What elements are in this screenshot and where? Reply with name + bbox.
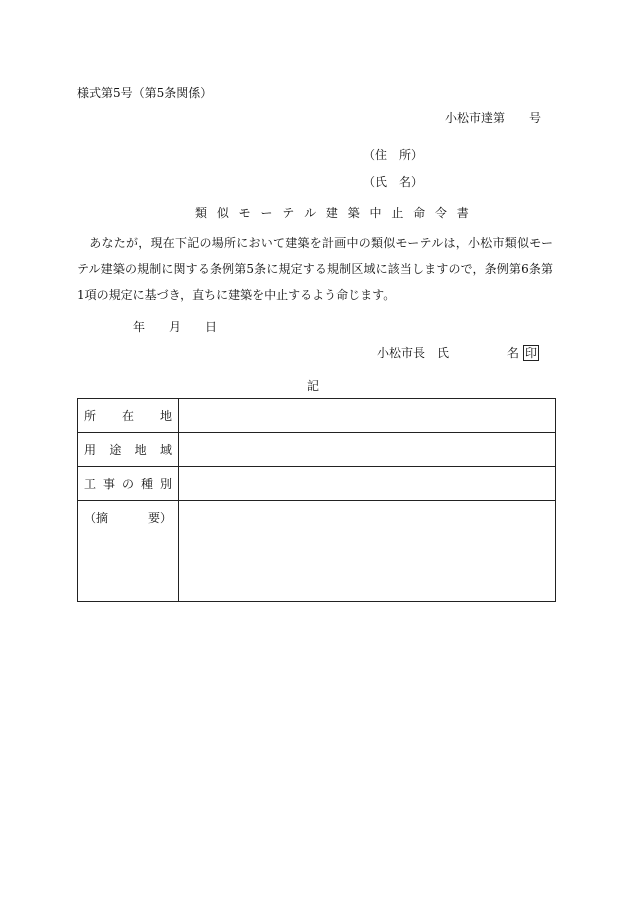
remarks-label-cell	[78, 501, 179, 602]
ki-heading: 記	[307, 379, 320, 393]
label-char: 種	[140, 477, 153, 491]
location-label-cell	[78, 399, 179, 433]
label-char: 途	[109, 443, 122, 457]
label-char: 地	[134, 443, 147, 457]
label-char: （摘	[84, 511, 109, 525]
document-title: 類 似 モ ー テ ル 建 築 中 止 命 令 書	[195, 206, 472, 220]
issuer-name-label: 名	[507, 346, 520, 360]
order-body-text	[77, 230, 553, 308]
label-char: 用	[84, 443, 97, 457]
date-line: 年 月 日	[133, 320, 218, 334]
seal-stamp-box: 印	[525, 346, 538, 360]
issuer-line	[377, 344, 539, 361]
label-char: 在	[121, 409, 134, 423]
label-char: 別	[159, 477, 172, 491]
table-row	[78, 433, 556, 467]
location-value-cell[interactable]	[179, 399, 556, 433]
table-row	[78, 501, 556, 602]
remarks-value-cell[interactable]	[179, 501, 556, 602]
label-char: 域	[159, 443, 172, 457]
zoning-label-cell	[78, 433, 179, 467]
table-row	[78, 467, 556, 501]
label-char: 工	[84, 477, 97, 491]
work-type-label-cell	[78, 467, 179, 501]
order-paragraph: あなたが，現在下記の場所において建築を計画中の類似モーテルは，小松市類似モーテル建築の規制に関する条例第5条に規定する規制区域に該当しますので，条例第6条第1項の規定に基づき，直ちに建築を中止するよう命じます。	[77, 236, 553, 302]
form-number-label: 様式第5号（第5条関係）	[77, 86, 213, 100]
label-char: 所	[84, 409, 97, 423]
details-table	[77, 398, 556, 602]
recipient-address-label: （住 所）	[363, 148, 424, 162]
table-row	[78, 399, 556, 433]
label-char: の	[121, 477, 134, 491]
recipient-name-label: （氏 名）	[363, 175, 424, 189]
label-char: 地	[159, 409, 172, 423]
document-number: 小松市達第 号	[445, 111, 542, 125]
issuer-title: 小松市長 氏	[377, 346, 450, 360]
zoning-value-cell[interactable]	[179, 433, 556, 467]
label-char: 要）	[147, 511, 172, 525]
work-type-value-cell[interactable]	[179, 467, 556, 501]
label-char: 事	[102, 477, 115, 491]
